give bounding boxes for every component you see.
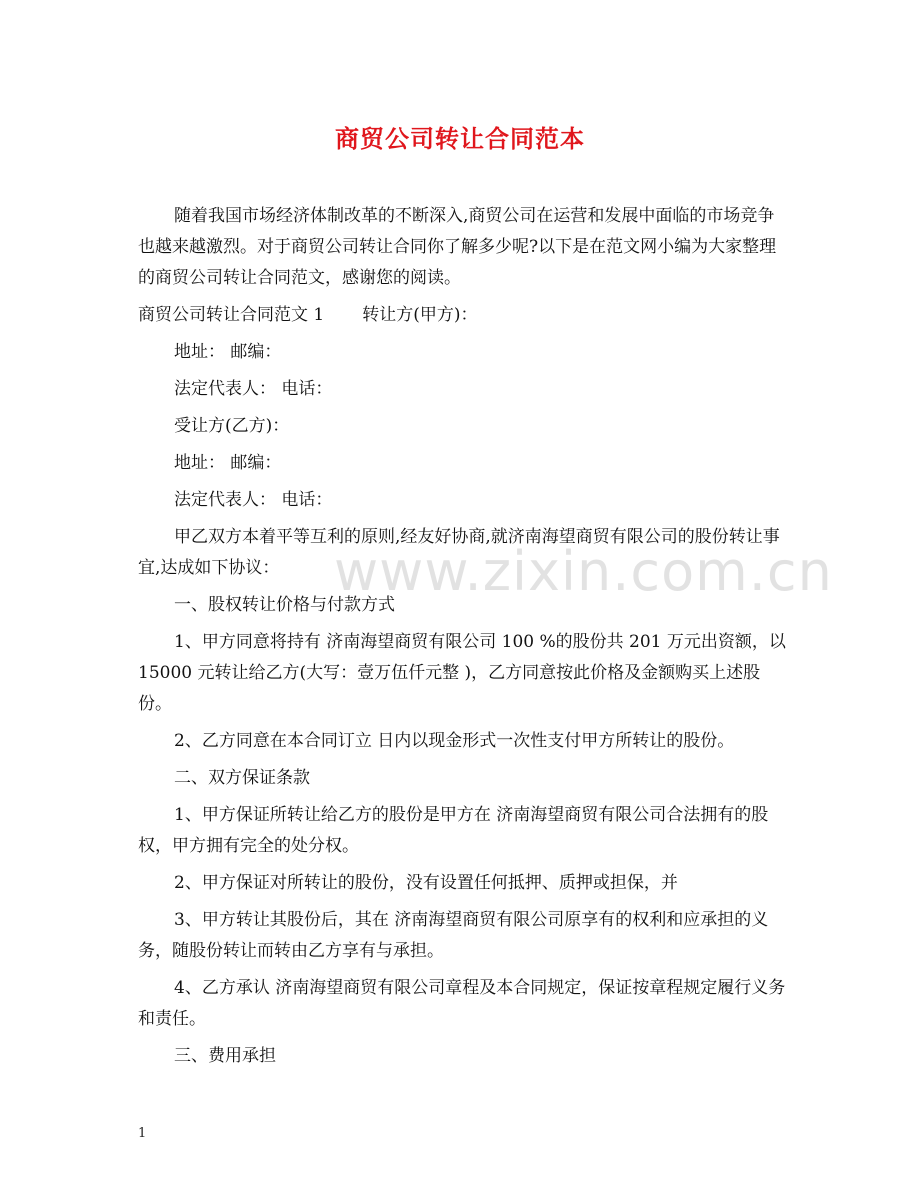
party-a-label: 转让方(甲方)： [362,305,478,325]
party-a-address: 地址： 邮编： [174,342,282,362]
watermark: www.zixin.com.cn [334,540,833,603]
party-a-representative: 法定代表人： 电话： [174,379,333,399]
sample-heading-line [138,300,786,331]
preamble-paragraph: 甲乙双方本着平等互利的原则,经友好协商,就济南海望商贸有限公司的股份转让事宜,达成如下协议： [138,527,780,578]
section-2-item-3: 3、甲方转让其股份后，其在 济南海望商贸有限公司原享有的权利和应承担的义务，随股份转让而转由乙方享有与承担。 [138,910,769,961]
document-body [138,201,786,1078]
sample-heading: 商贸公司转让合同范文 1 [138,305,325,325]
intro-paragraph: 随着我国市场经济体制改革的不断深入,商贸公司在运营和发展中面临的市场竞争也越来越激烈。对于商贸公司转让合同你了解多少呢?以下是在范文网小编为大家整理的商贸公司转让合同范文，感谢您的阅读。 [138,206,777,288]
section-1-item-2: 2、乙方同意在本合同订立 日内以现金形式一次性支付甲方所转让的股份。 [174,731,735,751]
page-number: 1 [138,1126,147,1141]
document-title: 商贸公司转让合同范本 [335,124,585,153]
party-b-representative: 法定代表人： 电话： [174,490,333,510]
section-1-item-1: 1、甲方同意将持有 济南海望商贸有限公司 100 %的股份共 201 万元出资额，以 15000 元转让给乙方(大写：壹万伍仟元整 )，乙方同意按此价格及金额购买上述股份。 [138,632,786,714]
party-b-label: 受让方(乙方)： [174,416,290,436]
section-1-title: 一、股权转让价格与付款方式 [174,595,395,615]
section-3-title: 三、费用承担 [174,1046,276,1066]
section-2-item-1: 1、甲方保证所转让给乙方的股份是甲方在 济南海望商贸有限公司合法拥有的股权，甲方拥有完全的处分权。 [138,805,769,856]
party-b-address: 地址： 邮编： [174,453,282,473]
section-2-item-4: 4、乙方承认 济南海望商贸有限公司章程及本合同规定，保证按章程规定履行义务和责任。 [138,978,786,1029]
section-2-item-2: 2、甲方保证对所转让的股份，没有设置任何抵押、质押或担保，并 [174,873,678,893]
section-2-title: 二、双方保证条款 [174,768,310,788]
